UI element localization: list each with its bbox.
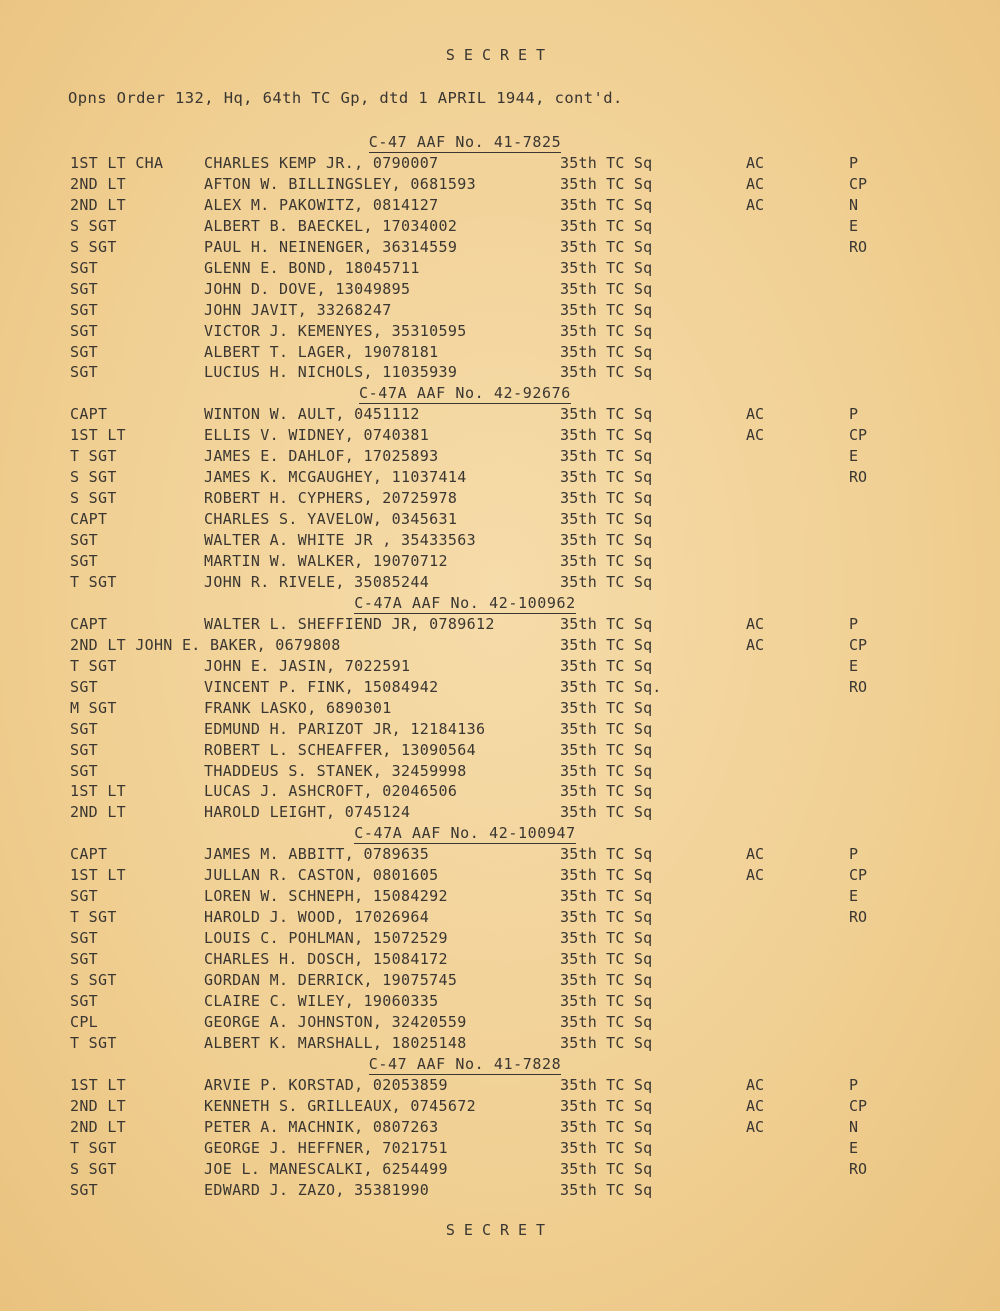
crew-rank: SGT (70, 363, 98, 382)
crew-rank: 1ST LT (70, 1075, 126, 1094)
crew-rank: SGT (70, 887, 98, 906)
crew-rank: S SGT (70, 971, 117, 989)
crew-pos: E (849, 656, 859, 675)
crew-row (0, 363, 1000, 384)
aircraft-title (0, 384, 930, 402)
crew-name: VINCENT P. FINK, 15084942 (204, 677, 439, 696)
crew-row (0, 1034, 1000, 1055)
crew-unit: 35th TC Sq (560, 216, 653, 235)
aircraft-title (0, 824, 930, 842)
crew-rank: CAPT (70, 845, 108, 864)
crew-unit: 35th TC Sq (560, 1117, 653, 1136)
classification-bottom: SECRET (445, 1221, 555, 1239)
crew-rank: 1ST LT (70, 866, 126, 885)
crew-ac: AC (746, 866, 765, 885)
crew-name: KENNETH S. GRILLEAUX, 0745672 (204, 1096, 477, 1115)
crew-pos: RO (849, 237, 868, 256)
crew-name: JOHN D. DOVE, 13049895 (204, 279, 411, 298)
crew-pos: RO (849, 677, 868, 696)
crew-unit: 35th TC Sq (560, 489, 653, 508)
crew-name: JOHN JAVIT, 33268247 (204, 300, 392, 319)
crew-unit: 35th TC Sq (560, 803, 653, 822)
crew-name: EDMUND H. PARIZOT JR, 12184136 (204, 719, 486, 738)
aircraft-title (0, 133, 930, 151)
crew-rank: 2ND LT (70, 1096, 126, 1115)
crew-unit: 35th TC Sq (560, 531, 653, 550)
crew-ac: AC (746, 614, 765, 633)
crew-name: JAMES E. DAHLOF, 17025893 (204, 447, 439, 466)
crew-name: CHARLES S. YAVELOW, 0345631 (204, 510, 458, 529)
aircraft-title-text: C-47A AAF No. 42-100962 (354, 593, 576, 612)
crew-pos: P (849, 614, 859, 633)
crew-rank: S SGT (70, 237, 117, 256)
crew-row (0, 866, 1000, 887)
crew-row (0, 405, 1000, 426)
crew-row (0, 1013, 1000, 1034)
crew-name: HAROLD J. WOOD, 17026964 (204, 908, 430, 927)
crew-row (0, 720, 1000, 741)
crew-pos: E (849, 216, 859, 235)
crew-unit: 35th TC Sq (560, 887, 653, 906)
crew-row (0, 992, 1000, 1013)
crew-row (0, 280, 1000, 301)
aircraft-title-text: C-47A AAF No. 42-92676 (359, 384, 571, 403)
crew-row (0, 468, 1000, 489)
crew-pos: P (849, 845, 859, 864)
crew-ac: AC (746, 635, 765, 654)
crew-unit: 35th TC Sq (560, 782, 653, 801)
crew-rank: 2ND LT (70, 174, 126, 193)
crew-rank: CAPT (70, 405, 108, 424)
crew-name: WINTON W. AULT, 0451112 (204, 405, 420, 424)
crew-row (0, 950, 1000, 971)
crew-ac: AC (746, 1117, 765, 1136)
crew-name: LUCAS J. ASHCROFT, 02046506 (204, 782, 458, 801)
crew-row (0, 217, 1000, 238)
crew-unit: 35th TC Sq (560, 195, 653, 214)
crew-rank: 2ND LT (70, 195, 126, 214)
crew-name: VICTOR J. KEMENYES, 35310595 (204, 321, 467, 340)
crew-name: WALTER A. WHITE JR , 35433563 (204, 531, 477, 550)
crew-rank: SGT (70, 677, 98, 696)
crew-unit: 35th TC Sq (560, 279, 653, 298)
crew-row (0, 552, 1000, 573)
crew-unit: 35th TC Sq (560, 300, 653, 319)
crew-rank: SGT (70, 719, 98, 738)
crew-rank: SGT (70, 321, 98, 340)
crew-rank: 1ST LT (70, 782, 126, 801)
crew-ac: AC (746, 1096, 765, 1115)
crew-row (0, 573, 1000, 594)
crew-name: JOHN R. RIVELE, 35085244 (204, 572, 430, 591)
crew-unit: 35th TC Sq (560, 866, 653, 885)
crew-name: JOHN E. JASIN, 7022591 (204, 656, 411, 675)
crew-rank: 2ND LT (70, 1117, 126, 1136)
crew-unit: 35th TC Sq (560, 908, 653, 927)
crew-name: MARTIN W. WALKER, 19070712 (204, 552, 448, 570)
crew-unit: 35th TC Sq (560, 929, 653, 948)
crew-row (0, 741, 1000, 762)
classification-top: SECRET (445, 46, 555, 64)
crew-pos: N (849, 195, 859, 214)
crew-unit: 35th TC Sq. (560, 677, 662, 696)
crew-row (0, 175, 1000, 196)
crew-unit: 35th TC Sq (560, 614, 653, 633)
crew-row (0, 426, 1000, 447)
crew-unit: 35th TC Sq (560, 1180, 653, 1199)
crew-name: LOUIS C. POHLMAN, 15072529 (204, 929, 448, 948)
crew-row (0, 908, 1000, 929)
crew-unit: 35th TC Sq (560, 698, 653, 717)
crew-row (0, 657, 1000, 678)
crew-name: JOE L. MANESCALKI, 6254499 (204, 1159, 448, 1178)
crew-row (0, 531, 1000, 552)
crew-ac: AC (746, 845, 765, 864)
crew-rank: T SGT (70, 572, 117, 591)
crew-rank: SGT (70, 740, 98, 759)
crew-name: GORDAN M. DERRICK, 19075745 (204, 971, 458, 989)
crew-rank: SGT (70, 950, 98, 969)
crew-rank: SGT (70, 991, 98, 1010)
crew-unit: 35th TC Sq (560, 1096, 653, 1115)
crew-row (0, 301, 1000, 322)
crew-row (0, 678, 1000, 699)
crew-pos: E (849, 1138, 859, 1157)
crew-name: CLAIRE C. WILEY, 19060335 (204, 991, 439, 1010)
crew-pos: RO (849, 908, 868, 927)
crew-unit: 35th TC Sq (560, 321, 653, 340)
crew-ac: AC (746, 405, 765, 424)
crew-row (0, 1160, 1000, 1181)
crew-unit: 35th TC Sq (560, 405, 653, 424)
crew-rank: SGT (70, 552, 98, 570)
crew-ac: AC (746, 174, 765, 193)
crew-rank: CAPT (70, 614, 108, 633)
crew-name: JAMES K. MCGAUGHEY, 11037414 (204, 468, 467, 487)
crew-name: AFTON W. BILLINGSLEY, 0681593 (204, 174, 477, 193)
crew-pos: RO (849, 1159, 868, 1178)
crew-row (0, 615, 1000, 636)
crew-pos: CP (849, 635, 868, 654)
crew-rank: SGT (70, 531, 98, 550)
crew-unit: 35th TC Sq (560, 1138, 653, 1157)
crew-unit: 35th TC Sq (560, 342, 653, 361)
crew-name: ARVIE P. KORSTAD, 02053859 (204, 1075, 448, 1094)
crew-rank: 1ST LT CHA (70, 153, 164, 172)
crew-rank: CPL (70, 1012, 98, 1031)
crew-unit: 35th TC Sq (560, 950, 653, 969)
crew-unit: 35th TC Sq (560, 1159, 653, 1178)
crew-row (0, 322, 1000, 343)
crew-row (0, 699, 1000, 720)
crew-row (0, 762, 1000, 783)
crew-rank: T SGT (70, 1033, 117, 1052)
crew-rank: 2ND LT JOHN E. BAKER, 0679808 (70, 635, 341, 654)
crew-unit: 35th TC Sq (560, 845, 653, 864)
crew-name: HAROLD LEIGHT, 0745124 (204, 803, 411, 822)
crew-rank: SGT (70, 761, 98, 780)
crew-unit: 35th TC Sq (560, 719, 653, 738)
crew-unit: 35th TC Sq (560, 258, 653, 277)
crew-name: FRANK LASKO, 6890301 (204, 698, 392, 717)
crew-row (0, 489, 1000, 510)
crew-name: ALBERT K. MARSHALL, 18025148 (204, 1033, 467, 1052)
crew-name: PETER A. MACHNIK, 0807263 (204, 1117, 439, 1136)
crew-unit: 35th TC Sq (560, 635, 653, 654)
crew-ac: AC (746, 1075, 765, 1094)
crew-unit: 35th TC Sq (560, 510, 653, 529)
crew-row (0, 929, 1000, 950)
crew-name: ROBERT L. SCHEAFFER, 13090564 (204, 740, 477, 759)
crew-name: PAUL H. NEINENGER, 36314559 (204, 237, 458, 256)
crew-row (0, 510, 1000, 531)
crew-rank: SGT (70, 279, 98, 298)
crew-rank: T SGT (70, 656, 117, 675)
crew-name: CHARLES H. DOSCH, 15084172 (204, 950, 448, 969)
crew-row (0, 447, 1000, 468)
crew-unit: 35th TC Sq (560, 740, 653, 759)
crew-rank: CAPT (70, 510, 108, 529)
crew-name: CHARLES KEMP JR., 0790007 (204, 153, 439, 172)
crew-pos: CP (849, 426, 868, 445)
crew-unit: 35th TC Sq (560, 991, 653, 1010)
crew-pos: CP (849, 1096, 868, 1115)
crew-name: LUCIUS H. NICHOLS, 11035939 (204, 363, 458, 382)
crew-row (0, 238, 1000, 259)
crew-unit: 35th TC Sq (560, 971, 653, 989)
crew-unit: 35th TC Sq (560, 552, 653, 570)
crew-rank: S SGT (70, 489, 117, 508)
crew-name: GLENN E. BOND, 18045711 (204, 258, 420, 277)
crew-name: ALBERT B. BAECKEL, 17034002 (204, 216, 458, 235)
crew-unit: 35th TC Sq (560, 174, 653, 193)
crew-ac: AC (746, 426, 765, 445)
aircraft-title (0, 594, 930, 612)
crew-row (0, 1181, 1000, 1202)
crew-row (0, 154, 1000, 175)
crew-unit: 35th TC Sq (560, 572, 653, 591)
crew-pos: P (849, 405, 859, 424)
crew-unit: 35th TC Sq (560, 153, 653, 172)
crew-pos: P (849, 153, 859, 172)
aircraft-title-text: C-47 AAF No. 41-7828 (368, 1054, 562, 1073)
crew-unit: 35th TC Sq (560, 447, 653, 466)
crew-rank: 2ND LT (70, 803, 126, 822)
crew-unit: 35th TC Sq (560, 426, 653, 445)
crew-pos: E (849, 887, 859, 906)
crew-row (0, 259, 1000, 280)
crew-unit: 35th TC Sq (560, 1075, 653, 1094)
crew-name: GEORGE A. JOHNSTON, 32420559 (204, 1012, 467, 1031)
crew-row (0, 782, 1000, 803)
crew-rank: SGT (70, 929, 98, 948)
crew-row (0, 1076, 1000, 1097)
crew-pos: E (849, 447, 859, 466)
crew-rank: SGT (70, 1180, 98, 1199)
crew-name: ALBERT T. LAGER, 19078181 (204, 342, 439, 361)
crew-ac: AC (746, 195, 765, 214)
crew-name: ELLIS V. WIDNEY, 0740381 (204, 426, 430, 445)
crew-name: ALEX M. PAKOWITZ, 0814127 (204, 195, 439, 214)
crew-rank: T SGT (70, 1138, 117, 1157)
crew-unit: 35th TC Sq (560, 1012, 653, 1031)
crew-row (0, 1139, 1000, 1160)
crew-pos: CP (849, 866, 868, 885)
crew-rank: 1ST LT (70, 426, 126, 445)
crew-name: EDWARD J. ZAZO, 35381990 (204, 1180, 430, 1199)
crew-pos: RO (849, 468, 868, 487)
crew-row (0, 636, 1000, 657)
crew-unit: 35th TC Sq (560, 468, 653, 487)
crew-name: WALTER L. SHEFFIEND JR, 0789612 (204, 614, 495, 633)
crew-pos: N (849, 1117, 859, 1136)
crew-row (0, 343, 1000, 364)
crew-row (0, 1118, 1000, 1139)
crew-row (0, 1097, 1000, 1118)
crew-name: ROBERT H. CYPHERS, 20725978 (204, 489, 458, 508)
crew-name: LOREN W. SCHNEPH, 15084292 (204, 887, 448, 906)
aircraft-title-text: C-47A AAF No. 42-100947 (354, 824, 576, 843)
crew-name: GEORGE J. HEFFNER, 7021751 (204, 1138, 448, 1157)
aircraft-title (0, 1055, 930, 1073)
crew-rank: S SGT (70, 1159, 117, 1178)
crew-rank: SGT (70, 342, 98, 361)
crew-name: JULLAN R. CASTON, 0801605 (204, 866, 439, 885)
crew-name: JAMES M. ABBITT, 0789635 (204, 845, 430, 864)
crew-row (0, 845, 1000, 866)
crew-unit: 35th TC Sq (560, 656, 653, 675)
crew-row (0, 971, 1000, 992)
crew-rank: T SGT (70, 447, 117, 466)
crew-row (0, 887, 1000, 908)
crew-rank: SGT (70, 300, 98, 319)
crew-rank: SGT (70, 258, 98, 277)
order-heading: Opns Order 132, Hq, 64th TC Gp, dtd 1 APRIL 1944, cont'd. (68, 89, 623, 107)
crew-rank: T SGT (70, 908, 117, 927)
crew-row (0, 196, 1000, 217)
crew-unit: 35th TC Sq (560, 237, 653, 256)
crew-unit: 35th TC Sq (560, 363, 653, 382)
aircraft-title-text: C-47 AAF No. 41-7825 (368, 133, 562, 151)
crew-rank: S SGT (70, 216, 117, 235)
crew-pos: P (849, 1075, 859, 1094)
crew-pos: CP (849, 174, 868, 193)
crew-rank: S SGT (70, 468, 117, 487)
crew-unit: 35th TC Sq (560, 761, 653, 780)
crew-unit: 35th TC Sq (560, 1033, 653, 1052)
crew-rank: M SGT (70, 698, 117, 717)
crew-ac: AC (746, 153, 765, 172)
crew-name: THADDEUS S. STANEK, 32459998 (204, 761, 467, 780)
crew-row (0, 803, 1000, 824)
